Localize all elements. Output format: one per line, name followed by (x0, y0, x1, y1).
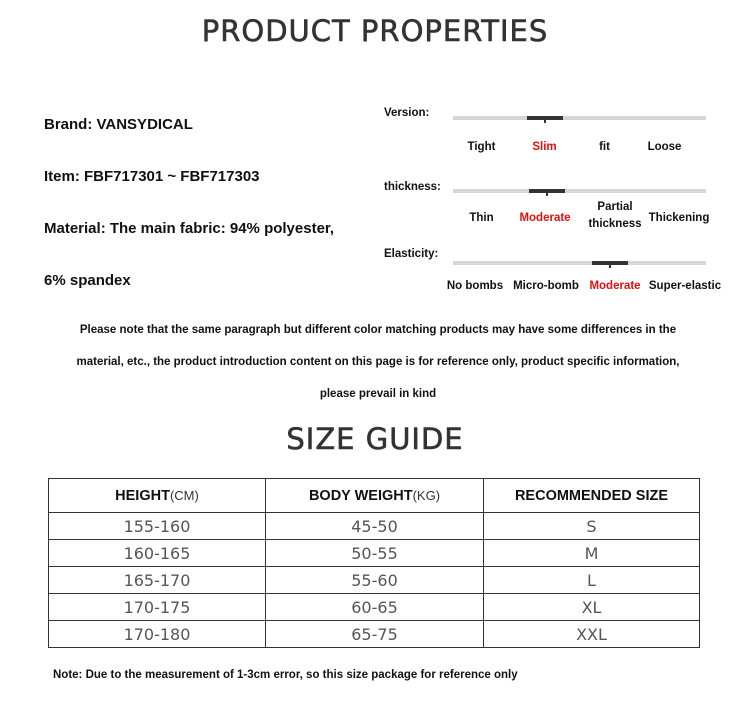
size-cell: L (484, 567, 700, 594)
elasticity-indicator-tick (609, 264, 611, 268)
elasticity-label: Elasticity: (384, 248, 439, 260)
version-option-fit: fit (599, 141, 610, 153)
notice-line-2: material, etc., the product introduction content on this page is for reference only, product specific information, (76, 356, 680, 368)
weight-cell: 45-50 (266, 513, 484, 540)
notice-line-1: Please note that the same paragraph but different color matching products may have some differences in the (79, 324, 677, 336)
height-cell: 170-180 (49, 621, 266, 648)
version-label: Version: (384, 107, 430, 119)
thickness-option-moderate: Moderate (519, 212, 571, 224)
table-row (49, 513, 700, 540)
item-text: Item: FBF717301 ~ FBF717303 (44, 168, 260, 185)
version-option-loose: Loose (647, 141, 682, 153)
table-row (49, 621, 700, 648)
thickness-option-partial: Partial thickness (588, 201, 642, 230)
thickness-label: thickness: (384, 181, 441, 193)
elasticity-track (453, 261, 706, 265)
table-row (49, 540, 700, 567)
size-cell: M (484, 540, 700, 567)
weight-cell: 60-65 (266, 594, 484, 621)
weight-header-label: BODY WEIGHT (308, 487, 413, 504)
height-cell: 155-160 (49, 513, 266, 540)
height-header-unit: (CM) (169, 487, 199, 503)
size-cell: XL (484, 594, 700, 621)
material-text-line2: 6% spandex (44, 272, 131, 289)
version-option-slim: Slim (532, 141, 557, 153)
product-properties-title: PRODUCT PROPERTIES (201, 14, 549, 48)
weight-cell: 55-60 (266, 567, 484, 594)
size-header (484, 479, 700, 513)
height-cell: 160-165 (49, 540, 266, 567)
thickness-option-thin: Thin (469, 212, 494, 224)
size-footnote: Note: Due to the measurement of 1-3cm error, so this size package for reference only (53, 669, 518, 681)
elasticity-option-no-bombs: No bombs (446, 280, 504, 292)
table-row (49, 594, 700, 621)
size-header-label: RECOMMENDED SIZE (514, 487, 669, 504)
thickness-indicator-tick (546, 192, 548, 196)
thickness-track (453, 189, 706, 193)
version-indicator-tick (544, 119, 546, 123)
elasticity-option-micro-bomb: Micro-bomb (513, 280, 579, 292)
size-table-header-row (49, 479, 700, 513)
version-option-tight: Tight (467, 141, 496, 153)
thickness-option-thickening: Thickening (648, 212, 710, 224)
table-row (49, 567, 700, 594)
material-text-line1: Material: The main fabric: 94% polyester, (44, 220, 335, 237)
size-table (48, 478, 700, 648)
brand-text: Brand: VANSYDICAL (44, 116, 193, 133)
height-header (49, 479, 266, 513)
size-cell: S (484, 513, 700, 540)
weight-header (266, 479, 484, 513)
weight-cell: 50-55 (266, 540, 484, 567)
height-cell: 165-170 (49, 567, 266, 594)
height-cell: 170-175 (49, 594, 266, 621)
elasticity-option-super-elastic: Super-elastic (648, 280, 722, 292)
notice-line-3: please prevail in kind (319, 388, 437, 400)
height-header-label: HEIGHT (115, 487, 170, 504)
size-cell: XXL (484, 621, 700, 648)
elasticity-option-moderate: Moderate (589, 280, 641, 292)
weight-cell: 65-75 (266, 621, 484, 648)
size-guide-title: SIZE GUIDE (286, 422, 464, 456)
version-track (453, 116, 706, 120)
weight-header-unit: (KG) (412, 487, 441, 503)
